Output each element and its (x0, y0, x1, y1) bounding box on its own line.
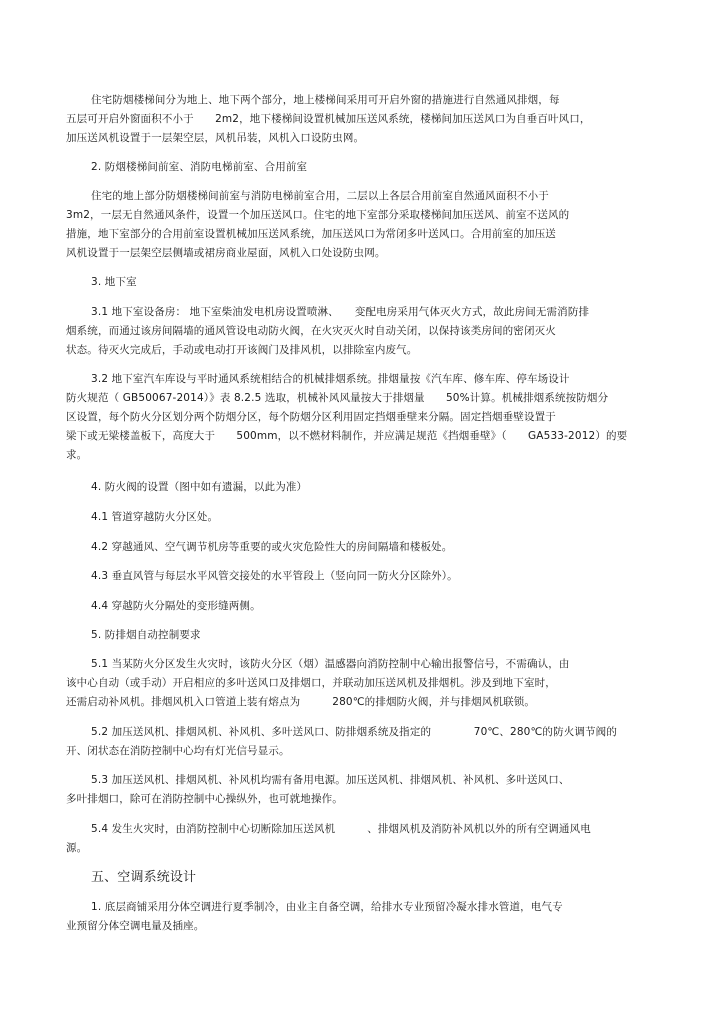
text-line: 3.2 地下室汽车库设与平时通风系统相结合的机械排烟系统。排烟量按《汽车库、修车库、停车场设计 (91, 373, 570, 385)
text-line: 开、闭状态在消防控制中心均有灯光信号显示。 (66, 745, 290, 757)
text-line: 源。 (66, 842, 88, 854)
text-line: 住宅防烟楼梯间分为地上、地下两个部分，地上楼梯间采用可开启外窗的措施进行自然通风排烟，每 (91, 94, 560, 106)
section-heading: 4. 防火阀的设置（图中如有遗漏，以此为准） (91, 481, 308, 493)
text-line: 4.1 管道穿越防火分区处。 (91, 511, 219, 523)
text-line: 业预留分体空调电量及插座。 (66, 920, 205, 932)
text-line: 3m2，一层无自然通风条件，设置一个加压送风口。住宅的地下室部分采取楼梯间加压送风、前室不送风的 (66, 209, 570, 221)
text-line: 多叶排烟口，除可在消防控制中心操纵外，也可就地操作。 (66, 793, 343, 805)
text-line: 3.1 地下室设备房： 地下室柴油发电机房设置喷淋、 变配电房采用气体灭火方式，故此房间无需消防排 (91, 306, 590, 318)
text-line: 该中心自动（或手动）开启相应的多叶送风口及排烟口，并联动加压送风机及排烟机。涉及到地下室时， (66, 677, 556, 689)
section-heading: 3. 地下室 (91, 276, 137, 288)
chapter-heading: 五、空调系统设计 (91, 870, 197, 885)
text-line: 5.3 加压送风机、排烟风机、补风机均需有备用电源。加压送风机、排烟风机、补风机、多叶送风口、 (91, 774, 570, 786)
text-line: 求。 (66, 449, 88, 461)
text-line: 加压送风机设置于一层架空层，风机吊装，风机入口设防虫网。 (66, 132, 365, 144)
text-line: 五层可开启外窗面积不小于 2m2，地下楼梯间设置机械加压送风系统，楼梯间加压送风口为自垂百叶风口， (66, 113, 591, 125)
text-line: 措施，地下室部分的合用前室设置机械加压送风系统，加压送风口为常闭多叶送风口。合用前室的加压送 (66, 228, 556, 240)
text-line: 烟系统，而通过该房间隔墙的通风管设电动防火阀，在火灾灭火时自动关闭，以保持该类房间的密闭灭火 (66, 325, 556, 337)
text-line: 梁下或无梁楼盖板下，高度大于 500mm，以不燃材料制作，并应满足规范《挡烟垂壁》（ GA533-2012）的要 (66, 430, 628, 442)
text-line: 风机设置于一层架空层侧墙或裙房商业屋面，风机入口处设防虫网。 (66, 247, 386, 259)
text-line: 防火规范（ GB50067-2014）》表 8.2.5 选取，机械补风风量按大于排烟量 50%计算。机械排烟系统按防烟分 (66, 392, 609, 404)
text-line: 5.4 发生火灾时，由消防控制中心切断除加压送风机 、排烟风机及消防补风机以外的所有空调通风电 (91, 823, 591, 835)
text-line: 状态。待灭火完成后，手动或电动打开该阀门及排风机，以排除室内废气。 (66, 344, 418, 356)
text-line: 还需启动补风机。排烟风机入口管道上装有熔点为 280℃的排烟防火阀，并与排烟风机联锁。 (66, 696, 536, 708)
text-line: 住宅的地上部分防烟楼梯间前室与消防电梯前室合用，二层以上各层合用前室自然通风面积不小于 (91, 190, 549, 202)
text-line: 4.3 垂直风管与每层水平风管交接处的水平管段上（竖向同一防火分区除外）。 (91, 570, 458, 582)
text-line: 5.1 当某防火分区发生火灾时，该防火分区（烟）温感器向消防控制中心输出报警信号，不需确认，由 (91, 658, 570, 670)
text-line: 区设置，每个防火分区划分两个防烟分区，每个防烟分区利用固定挡烟垂壁来分隔。固定挡烟垂壁设置于 (66, 411, 556, 423)
text-line: 4.4 穿越防火分隔处的变形缝两侧。 (91, 600, 261, 612)
text-line: 1. 底层商铺采用分体空调进行夏季制冷，由业主自备空调，给排水专业预留冷凝水排水管道，电气专 (91, 901, 563, 913)
text-line: 5.2 加压送风机、排烟风机、补风机、多叶送风口、防排烟系统及指定的 70℃、280℃的防火调节阀的 (91, 726, 617, 738)
section-heading: 2. 防烟楼梯间前室、消防电梯前室、合用前室 (91, 161, 308, 173)
text-line: 4.2 穿越通风、空气调节机房等重要的或火灾危险性大的房间隔墙和楼板处。 (91, 541, 453, 553)
section-heading: 5. 防排烟自动控制要求 (91, 629, 201, 641)
